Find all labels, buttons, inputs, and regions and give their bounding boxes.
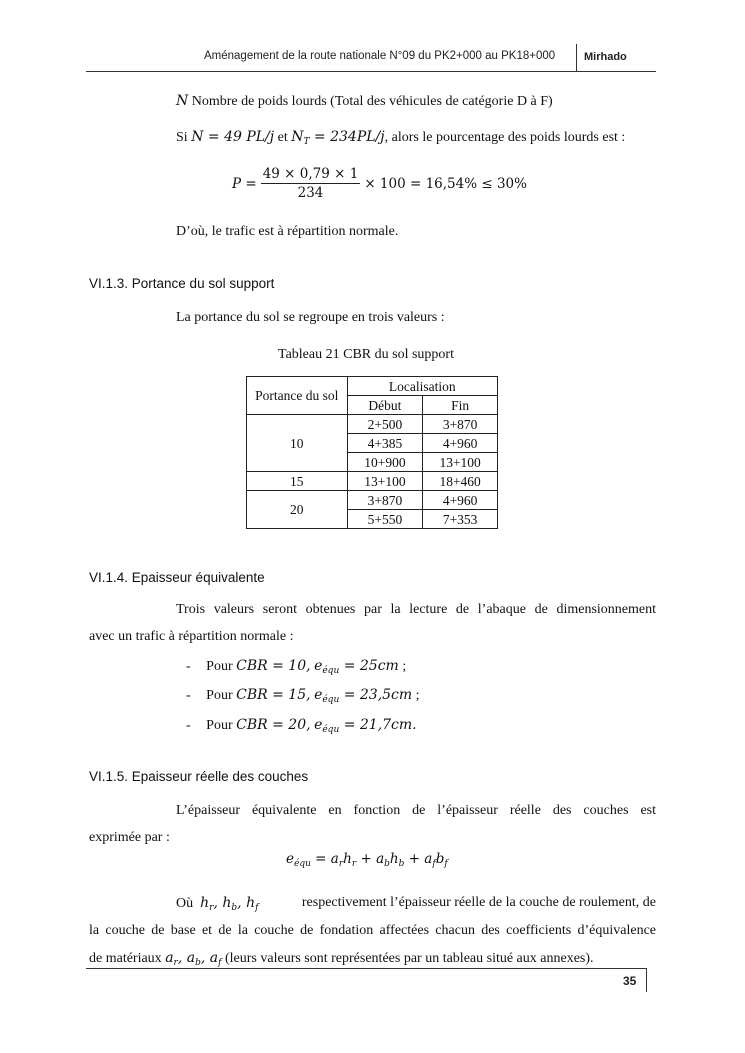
list-item: [186, 716, 417, 739]
percentage-formula: [232, 166, 527, 201]
item-end: ;: [402, 659, 407, 674]
bullet-dash: -: [186, 659, 191, 674]
fin-cell: 4+960: [423, 491, 498, 510]
list-item: [186, 657, 406, 680]
e-value: = 23,5cm: [339, 687, 413, 703]
footer-divider-vertical: [646, 968, 647, 992]
fin-cell: 13+100: [423, 453, 498, 472]
e-equ: $e_{équ}$: [314, 658, 340, 676]
debut-cell: 10+900: [347, 453, 423, 472]
cbr-expr: CBR = 20,: [236, 717, 311, 733]
table-header-row: [247, 377, 498, 396]
si-nt-symbol: $N_T$: [291, 129, 310, 147]
ou-label: Où $h_r$, $h_b$, $h_f$: [176, 895, 259, 913]
heading-reelle: VI.1.5. Epaisseur réelle des couches: [89, 769, 309, 784]
list-item: [186, 686, 420, 709]
reelle-para-line1: L’épaisseur équivalente en fonction de l’épaisseur réelle des couches est: [176, 803, 656, 818]
col-debut-header: Début: [347, 396, 423, 415]
table-row: [247, 415, 498, 434]
footer-rule: [86, 968, 646, 969]
fin-cell: 4+960: [423, 434, 498, 453]
a-coefficients: $a_r$, $a_b$, $a_f$: [165, 950, 222, 968]
fin-cell: 7+353: [423, 510, 498, 529]
bullet-dash: -: [186, 718, 191, 733]
header-rule: [86, 71, 656, 72]
header-brand: Mirhado: [584, 51, 627, 63]
portance-value: 10: [247, 415, 348, 472]
si-line: [176, 128, 625, 151]
fin-cell: 3+870: [423, 415, 498, 434]
pour-label: Pour: [206, 718, 233, 733]
col-localisation-header: Localisation: [347, 377, 497, 396]
bullet-dash: -: [186, 688, 191, 703]
pour-label: Pour: [206, 659, 233, 674]
debut-cell: 3+870: [347, 491, 423, 510]
debut-cell: 2+500: [347, 415, 423, 434]
cbr-table: [246, 376, 498, 529]
reelle-line1-rest: respectivement l’épaisseur réelle de la couche de roulement, de: [301, 895, 656, 910]
page-number: 35: [623, 974, 637, 988]
formula-lhs: P =: [232, 175, 257, 192]
si-et: et: [277, 130, 288, 145]
reelle-ou-line: [176, 894, 656, 917]
formula-denominator: 234: [297, 185, 324, 201]
reelle-line2: la couche de base et de la couche de fondation affectées chacun des coefficients d’équivalence: [89, 923, 656, 938]
conclusion-text: D’où, le trafic est à répartition normale.: [176, 224, 399, 239]
reelle-para-line2: exprimée par :: [89, 830, 170, 845]
e-value: = 21,7cm.: [339, 717, 417, 733]
formula-rhs: × 100 = 16,54% ≤ 30%: [364, 175, 527, 192]
e-equ: $e_{équ}$: [314, 717, 340, 735]
portance-value: 15: [247, 472, 348, 491]
portance-value: 20: [247, 491, 348, 529]
heading-portance: VI.1.3. Portance du sol support: [89, 276, 275, 291]
table-row: [247, 472, 498, 491]
debut-cell: 13+100: [347, 472, 423, 491]
debut-cell: 4+385: [347, 434, 423, 453]
equivalente-para-line2: avec un trafic à répartition normale :: [89, 629, 294, 644]
e-equ: $e_{équ}$: [314, 687, 340, 705]
cbr-expr: CBR = 10,: [236, 658, 311, 674]
table-row: [247, 491, 498, 510]
fin-cell: 18+460: [423, 472, 498, 491]
cbr-expr: CBR = 15,: [236, 687, 311, 703]
formula-fraction: [261, 166, 361, 201]
e-value: = 25cm: [339, 658, 399, 674]
equivalente-para-line1: Trois valeurs seront obtenues par la lecture de l’abaque de dimensionnement: [176, 602, 656, 617]
header-divider-vertical: [576, 44, 577, 72]
n-definition: Nombre de poids lourds (Total des véhicules de catégorie D à F): [191, 94, 553, 109]
si-prefix: Si: [176, 130, 188, 145]
header-title: Aménagement de la route nationale N°09 du PK2+000 au PK18+000: [204, 50, 556, 62]
si-suffix: , alors le pourcentage des poids lourds est :: [384, 130, 626, 145]
formula-numerator: 49 × 0,79 × 1: [262, 166, 359, 182]
debut-cell: 5+550: [347, 510, 423, 529]
col-fin-header: Fin: [423, 396, 498, 415]
table-caption: Tableau 21 CBR du sol support: [278, 347, 454, 362]
n-symbol: N: [176, 93, 189, 109]
col-portance-header: Portance du sol: [247, 377, 348, 415]
si-nt-rest: = 234PL/j: [309, 129, 385, 145]
heading-equivalente: VI.1.4. Epaisseur équivalente: [89, 570, 265, 585]
n-definition-line: [176, 92, 553, 111]
reelle-formula: $e_{équ} = a_rh_r + a_bh_b + a_fb_f$: [286, 851, 448, 869]
pour-label: Pour: [206, 688, 233, 703]
portance-text: La portance du sol se regroupe en trois valeurs :: [176, 310, 445, 325]
si-n-expr: N = 49 PL/j: [191, 129, 275, 145]
reelle-line3: de matériaux $a_r$, $a_b$, $a_f$ (leurs valeurs sont représentées par un tableau situé aux annexes).: [89, 950, 594, 968]
item-end: ;: [415, 688, 420, 703]
